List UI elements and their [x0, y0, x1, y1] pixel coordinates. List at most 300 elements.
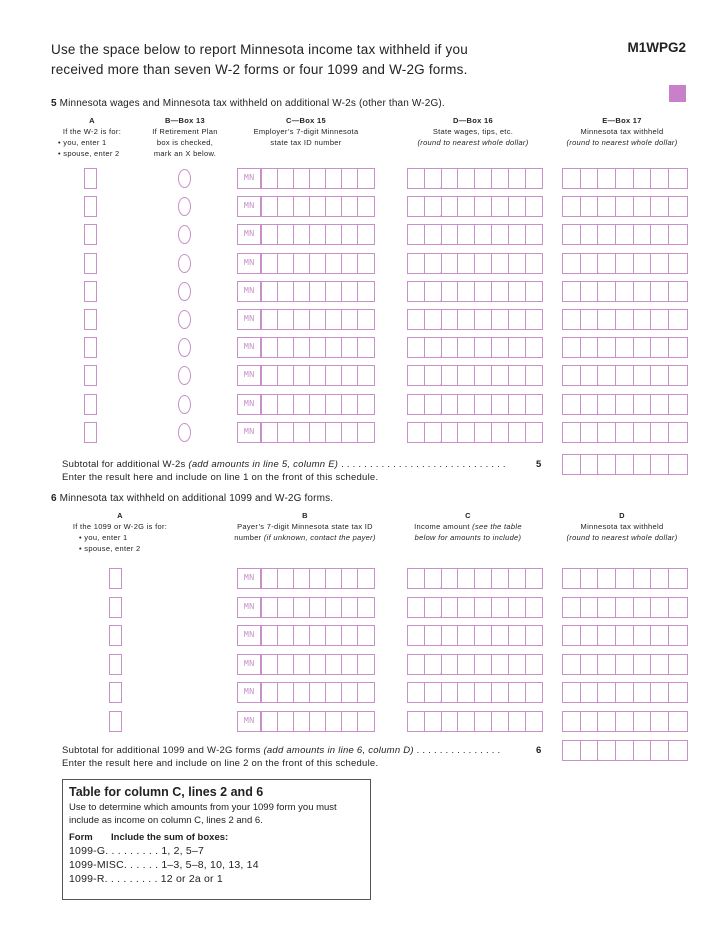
digit-cell[interactable]: [310, 366, 326, 385]
digit-cell[interactable]: [563, 338, 581, 357]
digit-cell[interactable]: [634, 225, 652, 244]
digit-cell[interactable]: [526, 655, 543, 674]
digit-cell[interactable]: [616, 169, 634, 188]
digit-cell[interactable]: [342, 310, 358, 329]
digit-cell[interactable]: [634, 741, 652, 760]
retirement-plan-checkbox[interactable]: [178, 338, 191, 357]
digit-cell[interactable]: [492, 423, 509, 442]
digit-cell[interactable]: [342, 626, 358, 645]
digit-cell[interactable]: [669, 569, 687, 588]
digit-cell[interactable]: [669, 197, 687, 216]
digit-cell[interactable]: [342, 655, 358, 674]
digit-cell[interactable]: [408, 169, 425, 188]
digit-cell[interactable]: [526, 598, 543, 617]
mn-tax-withheld-input[interactable]: [562, 281, 688, 302]
digit-cell[interactable]: [310, 395, 326, 414]
digit-cell[interactable]: [326, 197, 342, 216]
spouse-code-box[interactable]: [84, 253, 97, 274]
digit-cell[interactable]: [310, 338, 326, 357]
digit-cell[interactable]: [278, 225, 294, 244]
digit-cell[interactable]: [669, 254, 687, 273]
digit-cell[interactable]: [669, 395, 687, 414]
digit-cell[interactable]: [458, 169, 475, 188]
digit-cell[interactable]: [634, 282, 652, 301]
payer-id-input[interactable]: [261, 711, 375, 732]
digit-cell[interactable]: [509, 683, 526, 702]
digit-cell[interactable]: [651, 455, 669, 474]
digit-cell[interactable]: [563, 626, 581, 645]
employer-id-input[interactable]: [261, 337, 375, 358]
digit-cell[interactable]: [358, 169, 374, 188]
digit-cell[interactable]: [526, 395, 543, 414]
digit-cell[interactable]: [509, 225, 526, 244]
digit-cell[interactable]: [669, 423, 687, 442]
digit-cell[interactable]: [294, 254, 310, 273]
digit-cell[interactable]: [310, 683, 326, 702]
digit-cell[interactable]: [278, 423, 294, 442]
employer-id-input[interactable]: [261, 394, 375, 415]
digit-cell[interactable]: [563, 225, 581, 244]
digit-cell[interactable]: [651, 569, 669, 588]
digit-cell[interactable]: [326, 598, 342, 617]
digit-cell[interactable]: [509, 169, 526, 188]
state-wages-input[interactable]: [407, 196, 543, 217]
spouse-code-box[interactable]: [109, 568, 122, 589]
digit-cell[interactable]: [616, 254, 634, 273]
digit-cell[interactable]: [262, 598, 278, 617]
digit-cell[interactable]: [294, 366, 310, 385]
digit-cell[interactable]: [598, 225, 616, 244]
digit-cell[interactable]: [492, 655, 509, 674]
digit-cell[interactable]: [563, 169, 581, 188]
digit-cell[interactable]: [563, 282, 581, 301]
digit-cell[interactable]: [598, 569, 616, 588]
digit-cell[interactable]: [294, 598, 310, 617]
digit-cell[interactable]: [616, 197, 634, 216]
digit-cell[interactable]: [651, 225, 669, 244]
digit-cell[interactable]: [492, 712, 509, 731]
digit-cell[interactable]: [616, 225, 634, 244]
digit-cell[interactable]: [408, 366, 425, 385]
digit-cell[interactable]: [294, 169, 310, 188]
mn-tax-withheld-input[interactable]: [562, 253, 688, 274]
digit-cell[interactable]: [310, 598, 326, 617]
mn-tax-withheld-input[interactable]: [562, 337, 688, 358]
employer-id-input[interactable]: [261, 196, 375, 217]
spouse-code-box[interactable]: [84, 224, 97, 245]
digit-cell[interactable]: [616, 282, 634, 301]
spouse-code-box[interactable]: [84, 309, 97, 330]
digit-cell[interactable]: [294, 626, 310, 645]
income-amount-input[interactable]: [407, 625, 543, 646]
state-wages-input[interactable]: [407, 309, 543, 330]
digit-cell[interactable]: [563, 455, 581, 474]
retirement-plan-checkbox[interactable]: [178, 254, 191, 273]
digit-cell[interactable]: [526, 282, 543, 301]
employer-id-input[interactable]: [261, 281, 375, 302]
digit-cell[interactable]: [634, 598, 652, 617]
digit-cell[interactable]: [326, 626, 342, 645]
digit-cell[interactable]: [342, 423, 358, 442]
digit-cell[interactable]: [598, 423, 616, 442]
digit-cell[interactable]: [634, 310, 652, 329]
digit-cell[interactable]: [458, 626, 475, 645]
digit-cell[interactable]: [458, 366, 475, 385]
mn-tax-withheld-input[interactable]: [562, 196, 688, 217]
digit-cell[interactable]: [651, 626, 669, 645]
digit-cell[interactable]: [563, 395, 581, 414]
digit-cell[interactable]: [526, 683, 543, 702]
digit-cell[interactable]: [616, 598, 634, 617]
digit-cell[interactable]: [408, 254, 425, 273]
digit-cell[interactable]: [358, 712, 374, 731]
digit-cell[interactable]: [326, 395, 342, 414]
digit-cell[interactable]: [598, 338, 616, 357]
digit-cell[interactable]: [616, 626, 634, 645]
digit-cell[interactable]: [294, 423, 310, 442]
digit-cell[interactable]: [526, 338, 543, 357]
spouse-code-box[interactable]: [84, 196, 97, 217]
employer-id-input[interactable]: [261, 422, 375, 443]
digit-cell[interactable]: [563, 366, 581, 385]
mn-tax-withheld-input[interactable]: [562, 168, 688, 189]
digit-cell[interactable]: [492, 197, 509, 216]
digit-cell[interactable]: [598, 712, 616, 731]
digit-cell[interactable]: [616, 741, 634, 760]
digit-cell[interactable]: [509, 282, 526, 301]
digit-cell[interactable]: [651, 338, 669, 357]
digit-cell[interactable]: [326, 655, 342, 674]
digit-cell[interactable]: [326, 282, 342, 301]
digit-cell[interactable]: [358, 254, 374, 273]
digit-cell[interactable]: [563, 598, 581, 617]
state-wages-input[interactable]: [407, 281, 543, 302]
digit-cell[interactable]: [616, 338, 634, 357]
digit-cell[interactable]: [358, 683, 374, 702]
spouse-code-box[interactable]: [84, 337, 97, 358]
digit-cell[interactable]: [310, 197, 326, 216]
digit-cell[interactable]: [526, 310, 543, 329]
digit-cell[interactable]: [669, 712, 687, 731]
digit-cell[interactable]: [616, 712, 634, 731]
digit-cell[interactable]: [492, 254, 509, 273]
retirement-plan-checkbox[interactable]: [178, 169, 191, 188]
digit-cell[interactable]: [358, 366, 374, 385]
digit-cell[interactable]: [458, 310, 475, 329]
employer-id-input[interactable]: [261, 365, 375, 386]
digit-cell[interactable]: [563, 741, 581, 760]
digit-cell[interactable]: [634, 655, 652, 674]
digit-cell[interactable]: [408, 423, 425, 442]
digit-cell[interactable]: [408, 626, 425, 645]
digit-cell[interactable]: [442, 310, 459, 329]
digit-cell[interactable]: [616, 655, 634, 674]
digit-cell[interactable]: [310, 569, 326, 588]
mn-tax-withheld-input[interactable]: [562, 654, 688, 675]
digit-cell[interactable]: [651, 598, 669, 617]
digit-cell[interactable]: [278, 569, 294, 588]
digit-cell[interactable]: [278, 626, 294, 645]
digit-cell[interactable]: [509, 310, 526, 329]
digit-cell[interactable]: [442, 169, 459, 188]
digit-cell[interactable]: [563, 197, 581, 216]
digit-cell[interactable]: [634, 455, 652, 474]
digit-cell[interactable]: [458, 598, 475, 617]
digit-cell[interactable]: [262, 310, 278, 329]
digit-cell[interactable]: [492, 310, 509, 329]
digit-cell[interactable]: [278, 598, 294, 617]
digit-cell[interactable]: [598, 169, 616, 188]
digit-cell[interactable]: [669, 310, 687, 329]
line6-subtotal-input[interactable]: [562, 740, 688, 761]
digit-cell[interactable]: [634, 338, 652, 357]
digit-cell[interactable]: [358, 282, 374, 301]
digit-cell[interactable]: [358, 197, 374, 216]
income-amount-input[interactable]: [407, 597, 543, 618]
digit-cell[interactable]: [651, 423, 669, 442]
digit-cell[interactable]: [326, 338, 342, 357]
state-wages-input[interactable]: [407, 253, 543, 274]
digit-cell[interactable]: [358, 338, 374, 357]
digit-cell[interactable]: [294, 310, 310, 329]
digit-cell[interactable]: [408, 395, 425, 414]
digit-cell[interactable]: [598, 655, 616, 674]
digit-cell[interactable]: [342, 712, 358, 731]
spouse-code-box[interactable]: [109, 711, 122, 732]
digit-cell[interactable]: [326, 423, 342, 442]
digit-cell[interactable]: [509, 254, 526, 273]
digit-cell[interactable]: [442, 395, 459, 414]
digit-cell[interactable]: [598, 455, 616, 474]
digit-cell[interactable]: [326, 712, 342, 731]
digit-cell[interactable]: [458, 655, 475, 674]
digit-cell[interactable]: [616, 395, 634, 414]
employer-id-input[interactable]: [261, 168, 375, 189]
digit-cell[interactable]: [342, 282, 358, 301]
digit-cell[interactable]: [262, 655, 278, 674]
digit-cell[interactable]: [509, 338, 526, 357]
digit-cell[interactable]: [634, 423, 652, 442]
digit-cell[interactable]: [634, 683, 652, 702]
digit-cell[interactable]: [310, 712, 326, 731]
spouse-code-box[interactable]: [109, 682, 122, 703]
digit-cell[interactable]: [492, 569, 509, 588]
payer-id-input[interactable]: [261, 568, 375, 589]
mn-tax-withheld-input[interactable]: [562, 568, 688, 589]
digit-cell[interactable]: [509, 655, 526, 674]
digit-cell[interactable]: [616, 683, 634, 702]
digit-cell[interactable]: [651, 366, 669, 385]
digit-cell[interactable]: [634, 626, 652, 645]
mn-tax-withheld-input[interactable]: [562, 422, 688, 443]
mn-tax-withheld-input[interactable]: [562, 224, 688, 245]
digit-cell[interactable]: [509, 366, 526, 385]
digit-cell[interactable]: [598, 741, 616, 760]
digit-cell[interactable]: [563, 712, 581, 731]
digit-cell[interactable]: [294, 655, 310, 674]
retirement-plan-checkbox[interactable]: [178, 282, 191, 301]
digit-cell[interactable]: [408, 655, 425, 674]
digit-cell[interactable]: [669, 598, 687, 617]
digit-cell[interactable]: [278, 395, 294, 414]
digit-cell[interactable]: [358, 423, 374, 442]
digit-cell[interactable]: [651, 282, 669, 301]
retirement-plan-checkbox[interactable]: [178, 395, 191, 414]
digit-cell[interactable]: [326, 366, 342, 385]
digit-cell[interactable]: [358, 310, 374, 329]
digit-cell[interactable]: [278, 254, 294, 273]
digit-cell[interactable]: [526, 366, 543, 385]
digit-cell[interactable]: [616, 569, 634, 588]
digit-cell[interactable]: [278, 310, 294, 329]
state-wages-input[interactable]: [407, 394, 543, 415]
digit-cell[interactable]: [294, 683, 310, 702]
digit-cell[interactable]: [563, 569, 581, 588]
digit-cell[interactable]: [262, 254, 278, 273]
digit-cell[interactable]: [458, 683, 475, 702]
digit-cell[interactable]: [262, 569, 278, 588]
digit-cell[interactable]: [492, 366, 509, 385]
digit-cell[interactable]: [326, 310, 342, 329]
digit-cell[interactable]: [492, 282, 509, 301]
digit-cell[interactable]: [669, 282, 687, 301]
spouse-code-box[interactable]: [84, 422, 97, 443]
digit-cell[interactable]: [442, 598, 459, 617]
digit-cell[interactable]: [278, 712, 294, 731]
digit-cell[interactable]: [294, 569, 310, 588]
digit-cell[interactable]: [634, 712, 652, 731]
digit-cell[interactable]: [651, 169, 669, 188]
digit-cell[interactable]: [598, 197, 616, 216]
digit-cell[interactable]: [294, 338, 310, 357]
digit-cell[interactable]: [526, 712, 543, 731]
digit-cell[interactable]: [442, 225, 459, 244]
spouse-code-box[interactable]: [109, 625, 122, 646]
digit-cell[interactable]: [458, 712, 475, 731]
digit-cell[interactable]: [278, 338, 294, 357]
digit-cell[interactable]: [262, 169, 278, 188]
digit-cell[interactable]: [492, 338, 509, 357]
digit-cell[interactable]: [342, 395, 358, 414]
digit-cell[interactable]: [651, 197, 669, 216]
digit-cell[interactable]: [458, 197, 475, 216]
income-amount-input[interactable]: [407, 568, 543, 589]
digit-cell[interactable]: [492, 683, 509, 702]
digit-cell[interactable]: [598, 282, 616, 301]
income-amount-input[interactable]: [407, 711, 543, 732]
digit-cell[interactable]: [358, 225, 374, 244]
spouse-code-box[interactable]: [84, 365, 97, 386]
digit-cell[interactable]: [262, 712, 278, 731]
digit-cell[interactable]: [509, 197, 526, 216]
digit-cell[interactable]: [509, 712, 526, 731]
digit-cell[interactable]: [342, 338, 358, 357]
digit-cell[interactable]: [294, 225, 310, 244]
digit-cell[interactable]: [634, 169, 652, 188]
mn-tax-withheld-input[interactable]: [562, 365, 688, 386]
digit-cell[interactable]: [262, 626, 278, 645]
digit-cell[interactable]: [262, 366, 278, 385]
digit-cell[interactable]: [563, 254, 581, 273]
digit-cell[interactable]: [598, 366, 616, 385]
digit-cell[interactable]: [526, 169, 543, 188]
mn-tax-withheld-input[interactable]: [562, 682, 688, 703]
digit-cell[interactable]: [358, 598, 374, 617]
digit-cell[interactable]: [310, 225, 326, 244]
digit-cell[interactable]: [310, 626, 326, 645]
digit-cell[interactable]: [358, 626, 374, 645]
digit-cell[interactable]: [294, 197, 310, 216]
digit-cell[interactable]: [310, 254, 326, 273]
digit-cell[interactable]: [262, 683, 278, 702]
mn-tax-withheld-input[interactable]: [562, 625, 688, 646]
digit-cell[interactable]: [342, 254, 358, 273]
digit-cell[interactable]: [326, 569, 342, 588]
digit-cell[interactable]: [563, 683, 581, 702]
digit-cell[interactable]: [278, 366, 294, 385]
retirement-plan-checkbox[interactable]: [178, 423, 191, 442]
digit-cell[interactable]: [294, 395, 310, 414]
digit-cell[interactable]: [408, 197, 425, 216]
digit-cell[interactable]: [616, 423, 634, 442]
digit-cell[interactable]: [442, 282, 459, 301]
digit-cell[interactable]: [526, 626, 543, 645]
state-wages-input[interactable]: [407, 365, 543, 386]
digit-cell[interactable]: [526, 197, 543, 216]
digit-cell[interactable]: [509, 569, 526, 588]
retirement-plan-checkbox[interactable]: [178, 366, 191, 385]
digit-cell[interactable]: [262, 225, 278, 244]
digit-cell[interactable]: [358, 655, 374, 674]
income-amount-input[interactable]: [407, 654, 543, 675]
retirement-plan-checkbox[interactable]: [178, 310, 191, 329]
digit-cell[interactable]: [458, 338, 475, 357]
digit-cell[interactable]: [326, 683, 342, 702]
digit-cell[interactable]: [408, 569, 425, 588]
payer-id-input[interactable]: [261, 654, 375, 675]
digit-cell[interactable]: [509, 626, 526, 645]
digit-cell[interactable]: [278, 683, 294, 702]
mn-tax-withheld-input[interactable]: [562, 394, 688, 415]
digit-cell[interactable]: [526, 569, 543, 588]
digit-cell[interactable]: [342, 366, 358, 385]
digit-cell[interactable]: [442, 366, 459, 385]
digit-cell[interactable]: [669, 741, 687, 760]
digit-cell[interactable]: [442, 197, 459, 216]
digit-cell[interactable]: [458, 395, 475, 414]
state-wages-input[interactable]: [407, 422, 543, 443]
spouse-code-box[interactable]: [84, 394, 97, 415]
digit-cell[interactable]: [278, 169, 294, 188]
digit-cell[interactable]: [310, 282, 326, 301]
digit-cell[interactable]: [342, 683, 358, 702]
state-wages-input[interactable]: [407, 224, 543, 245]
digit-cell[interactable]: [616, 310, 634, 329]
digit-cell[interactable]: [342, 169, 358, 188]
payer-id-input[interactable]: [261, 597, 375, 618]
digit-cell[interactable]: [262, 423, 278, 442]
digit-cell[interactable]: [492, 169, 509, 188]
digit-cell[interactable]: [342, 598, 358, 617]
digit-cell[interactable]: [492, 626, 509, 645]
digit-cell[interactable]: [634, 395, 652, 414]
digit-cell[interactable]: [669, 626, 687, 645]
digit-cell[interactable]: [408, 712, 425, 731]
employer-id-input[interactable]: [261, 253, 375, 274]
digit-cell[interactable]: [458, 225, 475, 244]
income-amount-input[interactable]: [407, 682, 543, 703]
digit-cell[interactable]: [408, 683, 425, 702]
